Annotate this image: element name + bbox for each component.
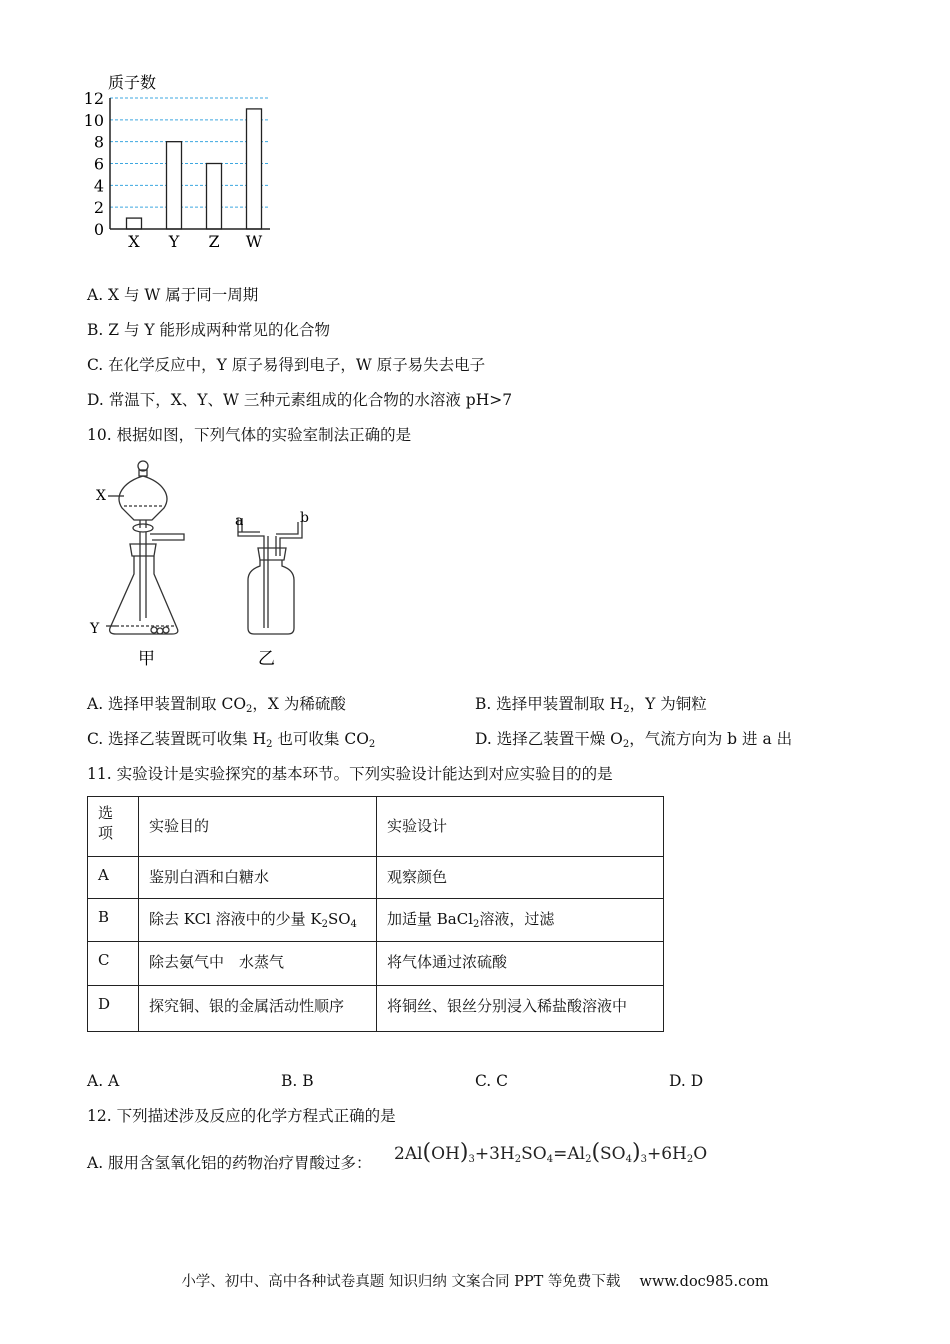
y-axis-label: 质子数 <box>108 73 157 92</box>
row-c-option: C <box>98 951 110 969</box>
q10-a-sub: 2 <box>246 704 253 715</box>
eq-sub: 4 <box>546 1154 554 1165</box>
row-b-goal-sub2: 4 <box>350 919 357 930</box>
row-c-goal: 除去氨气中 水蒸气 <box>149 953 285 971</box>
table-row <box>88 857 664 899</box>
cell <box>88 899 139 942</box>
head-design: 实验设计 <box>387 817 448 835</box>
eq-part: O <box>693 1144 708 1164</box>
q11-option-c: C. C <box>475 1072 509 1090</box>
row-d-option: D <box>98 995 111 1013</box>
q9-option-c: C. 在化学反应中，Y 原子易得到电子，W 原子易失去电子 <box>87 356 486 374</box>
bar-x <box>127 218 142 229</box>
q10-stem: 10. 根据如图，下列气体的实验室制法正确的是 <box>87 426 412 444</box>
cell <box>377 857 664 899</box>
table-row <box>88 899 664 942</box>
eq-part: SO <box>521 1144 547 1164</box>
head-goal-cell <box>139 797 377 857</box>
cell <box>377 942 664 986</box>
label-a: a <box>235 513 244 529</box>
x-tick-label: Z <box>208 232 220 250</box>
eq-part: +6H <box>646 1144 687 1164</box>
y-tick-label: 4 <box>93 176 104 196</box>
cell <box>377 986 664 1032</box>
row-b-design-pre: 加适量 BaCl <box>387 910 474 928</box>
row-a-option: A <box>98 866 109 884</box>
cell <box>139 942 377 986</box>
eq-part: SO <box>600 1144 626 1164</box>
table-row <box>88 942 664 986</box>
q12-equation <box>394 1140 707 1165</box>
row-b-goal <box>149 899 366 929</box>
q12-option-a-text: A. 服用含氢氧化铝的药物治疗胃酸过多： <box>87 1154 372 1172</box>
q11-option-b: B. B <box>281 1072 314 1090</box>
q12-stem: 12. 下列描述涉及反应的化学方程式正确的是 <box>87 1107 396 1125</box>
q10-a-post: ，X 为稀硫酸 <box>252 695 346 713</box>
row-b-goal-mid: SO <box>327 910 351 928</box>
q10-c-sub1: 2 <box>266 739 273 750</box>
y-tick-label: 0 <box>93 220 104 239</box>
eq-sub: 3 <box>640 1154 647 1165</box>
row-b-goal-sub1: 2 <box>321 919 328 930</box>
head-option-cell <box>88 797 139 857</box>
q11-option-d: D. D <box>669 1072 704 1090</box>
q11-stem: 11. 实验设计是实验探究的基本环节。下列实验设计能达到对应实验目的的是 <box>87 765 613 783</box>
q10-option-a <box>87 694 346 714</box>
head-goal: 实验目的 <box>149 817 210 835</box>
x-tick-label: X <box>128 232 140 250</box>
caption-yi: 乙 <box>258 649 275 669</box>
row-b-design <box>387 899 653 929</box>
eq-sub: 4 <box>625 1154 632 1165</box>
q10-d-text: D. 选择乙装置干燥 O <box>475 730 623 748</box>
cell <box>88 986 139 1032</box>
y-tick-label: 10 <box>84 110 104 130</box>
cell <box>139 899 377 942</box>
bar-y <box>167 142 182 229</box>
label-b: b <box>300 510 309 526</box>
label-y: Y <box>90 621 100 637</box>
head-option-2: 项 <box>98 824 114 842</box>
eq-sub: 3 <box>468 1154 475 1165</box>
paren-open: ( <box>591 1140 601 1165</box>
table-row <box>88 986 664 1032</box>
row-a-goal: 鉴别白酒和白糖水 <box>149 868 270 886</box>
apparatus-jia <box>106 461 184 634</box>
q10-c-text: C. 选择乙装置既可收集 H <box>87 730 267 748</box>
y-tick-label: 2 <box>93 198 104 218</box>
eq-sub: 2 <box>585 1154 592 1165</box>
q10-option-b <box>475 694 707 714</box>
eq-part: +3H <box>474 1144 515 1164</box>
eq-part: =Al <box>553 1144 586 1164</box>
cell <box>139 857 377 899</box>
head-option-1: 选 <box>98 804 114 822</box>
eq-part: OH <box>431 1144 460 1164</box>
table-row <box>88 797 664 857</box>
q10-option-d <box>475 729 792 749</box>
q10-b-text: B. 选择甲装置制取 H <box>475 695 624 713</box>
q10-d-sub: 2 <box>622 739 630 750</box>
page-footer: 小学、初中、高中各种试卷真题 知识归纳 文案合同 PPT 等免费下载 www.doc985.com <box>181 1274 769 1290</box>
q11-table <box>87 796 664 1032</box>
eq-sub: 2 <box>686 1154 694 1165</box>
lab-apparatus-figure <box>88 456 328 678</box>
apparatus-yi <box>238 518 302 634</box>
y-tick-label: 8 <box>93 132 104 152</box>
q10-c-mid: 也可收集 CO <box>272 730 369 748</box>
q9-option-d: D. 常温下，X、Y、W 三种元素组成的化合物的水溶液 pH>7 <box>87 391 513 409</box>
q9-option-a: A. X 与 W 属于同一周期 <box>87 286 259 304</box>
q10-b-post: ，Y 为铜粒 <box>629 695 707 713</box>
eq-sub: 2 <box>514 1154 522 1165</box>
row-b-option: B <box>98 908 110 926</box>
y-tick-label: 6 <box>93 154 104 174</box>
paren-open: ( <box>422 1140 432 1165</box>
q10-option-c <box>87 729 375 749</box>
row-d-goal: 探究铜、银的金属活动性顺序 <box>149 997 345 1015</box>
x-tick-label: W <box>245 232 263 250</box>
q10-b-sub: 2 <box>623 704 630 715</box>
cell <box>377 899 664 942</box>
y-tick-label: 12 <box>84 89 104 108</box>
cell <box>139 986 377 1032</box>
row-c-design: 将气体通过浓硫酸 <box>387 953 508 971</box>
paren-close: ) <box>459 1140 469 1165</box>
eq-part: 2Al <box>394 1144 423 1164</box>
row-b-design-sub: 2 <box>473 919 480 930</box>
paren-close: ) <box>632 1140 641 1165</box>
cell <box>88 857 139 899</box>
row-b-goal-pre: 除去 KCl 溶液中的少量 K <box>149 910 322 928</box>
proton-count-bar-chart <box>84 70 284 250</box>
head-design-cell <box>377 797 664 857</box>
q11-option-a: A. A <box>87 1072 120 1090</box>
caption-jia: 甲 <box>138 649 155 669</box>
q10-a-text: A. 选择甲装置制取 CO <box>87 695 247 713</box>
cell <box>88 942 139 986</box>
row-b-design-post: 溶液，过滤 <box>479 910 555 928</box>
bar-z <box>207 164 222 230</box>
q9-option-b: B. Z 与 Y 能形成两种常见的化合物 <box>87 321 331 339</box>
x-tick-label: Y <box>168 232 180 250</box>
label-x: X <box>96 488 106 504</box>
row-d-design: 将铜丝、银丝分别浸入稀盐酸溶液中 <box>387 997 628 1015</box>
q10-d-post: ，气流方向为 b 进 a 出 <box>629 730 793 748</box>
row-a-design: 观察颜色 <box>387 868 448 886</box>
bar-w <box>247 109 262 229</box>
q10-c-sub2: 2 <box>368 739 376 750</box>
